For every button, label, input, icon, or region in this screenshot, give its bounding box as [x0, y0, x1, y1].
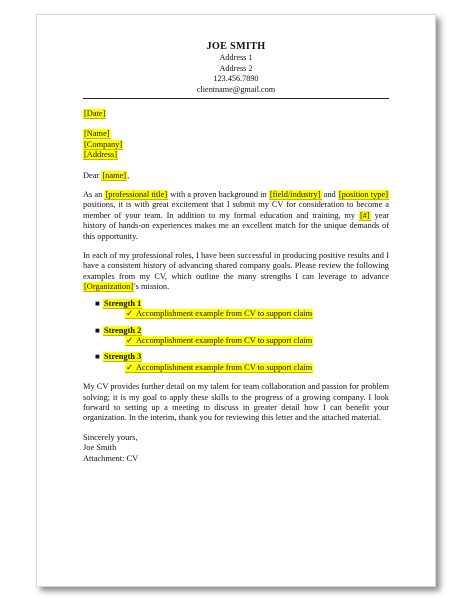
recipient-name: [Name]: [84, 129, 110, 139]
sender-email: clientname@gmail.com: [196, 84, 276, 94]
para1-text-4: positions, it is with great excitement that I submit my CV for consideration to become a member of your team. In addition to my formal education and training, my: [83, 200, 389, 220]
strengths-list: [95, 299, 389, 373]
square-bullet-icon: ■: [95, 352, 100, 362]
paragraph-strengths-intro: [83, 251, 389, 293]
strength-item: [95, 299, 389, 320]
square-bullet-icon: ■: [95, 325, 100, 335]
checkmark-icon: ✓: [126, 309, 134, 319]
signoff: Sincerely yours,: [83, 432, 138, 442]
strength-claim: [125, 336, 313, 346]
years-placeholder: [#]: [359, 210, 370, 220]
professional-title-placeholder: [professional title]: [105, 190, 168, 200]
strength-claim: [125, 309, 313, 319]
sender-address-2: Address 2: [219, 63, 253, 73]
salutation-name: [name]: [102, 170, 127, 180]
date-placeholder: [Date]: [84, 109, 106, 118]
para1-text-1: As an: [83, 190, 105, 200]
para1-text-2: with a proven background in: [168, 190, 269, 200]
strength-title: Strength 1: [104, 298, 142, 308]
strength-claim-text: Accomplishment example from CV to support claim: [136, 309, 313, 319]
strength-title: Strength 3: [104, 352, 142, 362]
para1-text-5: year history of hands-on experiences makes me an excellent match for the unique demands of this opportunity.: [83, 210, 390, 241]
position-type-placeholder: [position type]: [338, 190, 388, 200]
sender-name: JOE SMITH: [206, 41, 266, 52]
salutation-suffix: ,: [127, 170, 130, 180]
recipient-block: [83, 129, 389, 160]
sender-address-1: Address 1: [219, 53, 253, 62]
paragraph-intro: [83, 190, 389, 242]
para1-text-3: and: [321, 190, 338, 200]
signer-name: Joe Smith: [83, 443, 117, 453]
sender-phone: 123.456.7890: [213, 74, 259, 83]
strength-item: [95, 326, 389, 347]
organization-placeholder: [Organization]: [84, 282, 134, 292]
letter-content: [83, 41, 389, 464]
attachment-note: Attachment: CV: [83, 453, 139, 463]
strength-title: Strength 2: [104, 325, 142, 335]
recipient-address: [Address]: [84, 150, 118, 160]
checkmark-icon: ✓: [126, 335, 134, 345]
paragraph-closing: My CV provides further detail on my talent for team collaboration and passion for problem solving; it is my goal to apply these skills to the progress of a growing company. I look forward to setting up a meeting to discuss in greater detail how I can benefit your organization. In the interim, thank you for reviewing this letter and the attached material.: [83, 382, 389, 423]
strength-claim: [125, 363, 313, 373]
para2-text-1: In each of my professional roles, I have been successful in producing positive results and I have a consistent history of advancing shared company goals. Please review the following examples from my CV, which outline the many strengths I can leverage to advance: [83, 251, 389, 281]
strength-claim-text: Accomplishment example from CV to support claim: [136, 335, 313, 345]
strength-claim-text: Accomplishment example from CV to support claim: [136, 362, 313, 372]
letter-header: [83, 41, 389, 95]
signature-block: [83, 433, 389, 464]
recipient-company: [Company]: [84, 139, 123, 149]
square-bullet-icon: ■: [95, 298, 100, 308]
salutation: [83, 171, 389, 181]
letter-page: [36, 14, 436, 587]
checkmark-icon: ✓: [126, 362, 134, 372]
strength-item: [95, 352, 389, 373]
field-industry-placeholder: [field/industry]: [269, 190, 321, 200]
para2-text-2: 's mission.: [134, 282, 170, 292]
salutation-prefix: Dear: [83, 170, 102, 180]
